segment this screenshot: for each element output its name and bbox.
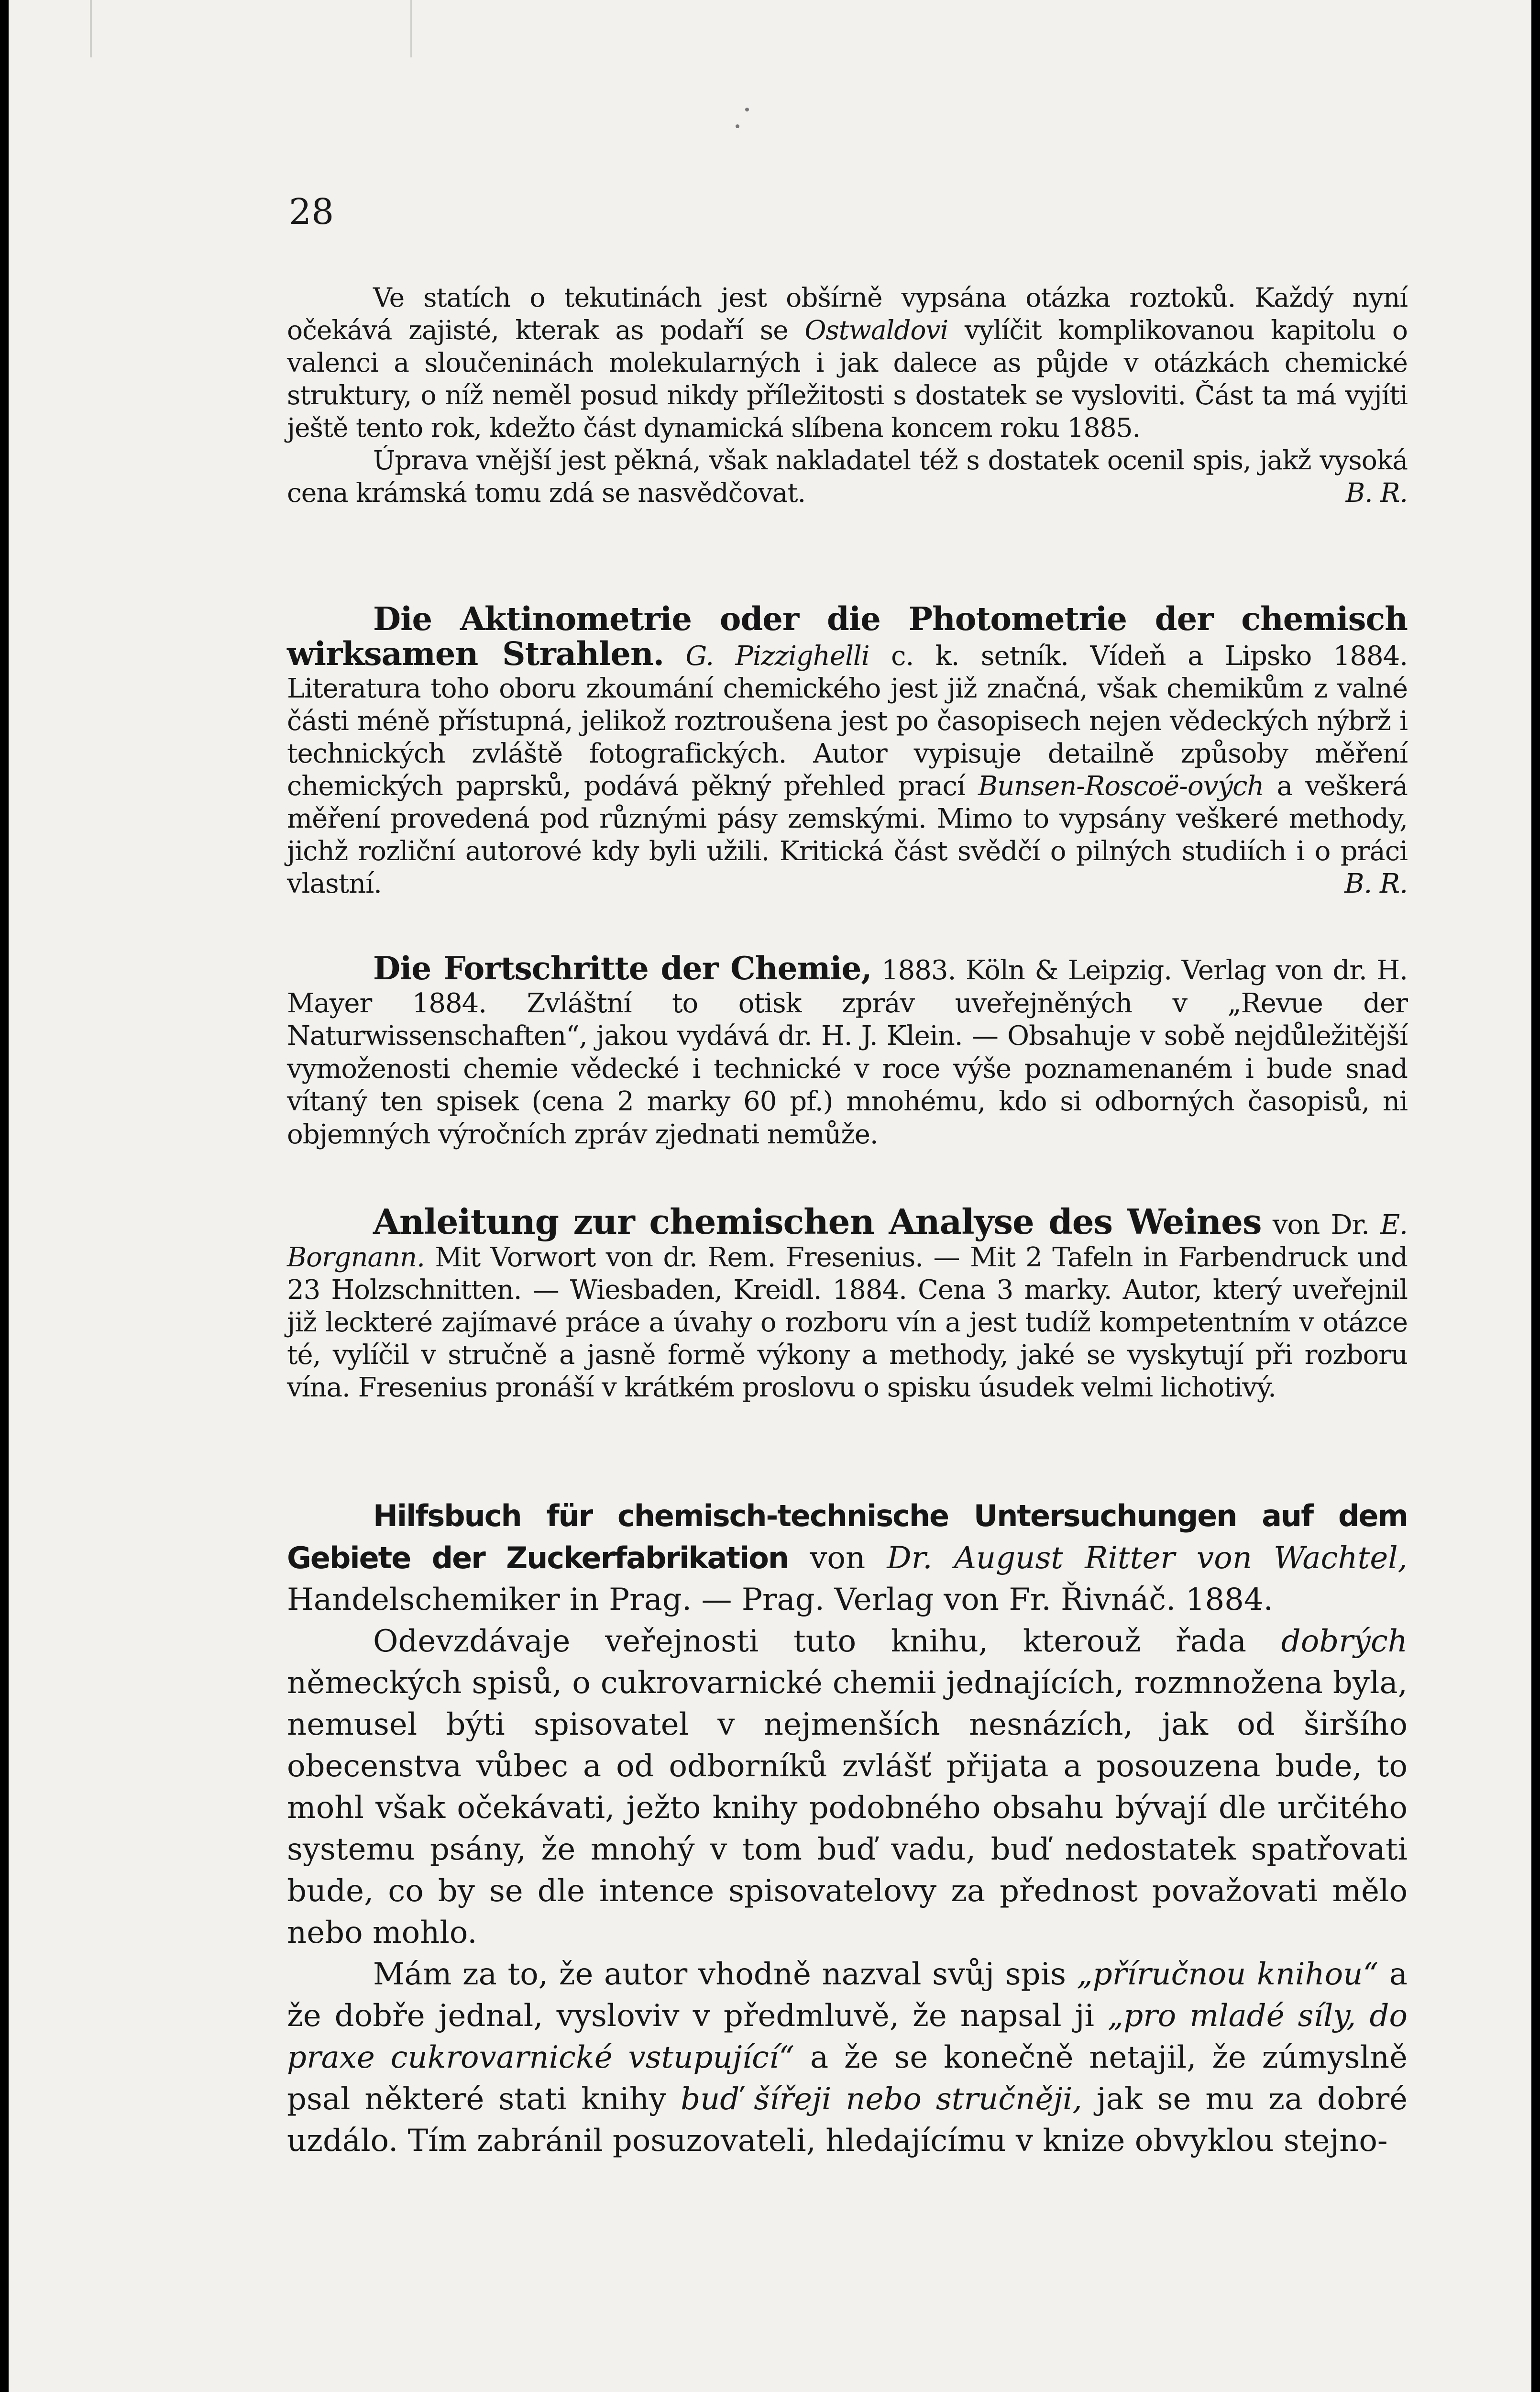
book-title: Anleitung zur chemischen Analyse des Weines — [373, 1201, 1262, 1242]
italic-name: Bunsen-Roscoë-ových — [978, 771, 1264, 802]
scan-artifact — [410, 0, 412, 57]
signature: B. R. — [1344, 868, 1408, 899]
review-aktinometrie — [287, 600, 1408, 900]
paragraph: Úprava vnější jest pěkná, však nakladatel též s dostatek ocenil spis, jakž vysoká cena krámská tomu zdá se nasvědčovat. B. R. — [287, 445, 1408, 508]
italic-quote: „příručnou knihou“ — [1077, 1957, 1379, 1992]
book-author: G. Pizzighelli — [685, 641, 869, 672]
signature: B. R. — [1345, 477, 1408, 508]
italic-quote: „pro mladé síly, do praxe cukrovarnické vstupující“ — [287, 1998, 1408, 2075]
paragraph: Hilfsbuch für chemisch-technische Untersuchungen auf dem Gebiete der Zuckerfabrikation von Dr. August Ritter von Wachtel, Handelschemiker in Prag. — Prag. Verlag von Fr. Řivnáč. 1884. — [287, 1498, 1408, 1617]
book-title: Die Aktinometrie oder die Photometrie der chemisch wirksamen Strahlen. — [287, 600, 1408, 673]
page-number: 28 — [289, 191, 334, 233]
scan-speck — [745, 108, 749, 111]
book-title: Die Fortschritte der Chemie, — [373, 950, 872, 987]
review-weines — [287, 1201, 1408, 1404]
paragraph: Odevzdávaje veřejnosti tuto knihu, kterouž řada dobrých německých spisů, o cukrovarnické chemii jednajících, rozmnožena byla, nemusel býti spisovatel v nejmenších nesnázích, jak od širšího obecenstva vůbec a od odborníků zvlášť přijata a posouzena bude, to mohl však očekávati, ježto knihy podobného obsahu bývají dle určitého systemu psány, že mnohý v tom buď vadu, buď nedostatek spatřovati bude, co by se dle intence spisovatelovy za přednost považovati mělo nebo mohlo. — [287, 1624, 1408, 1950]
italic-word: dobrých — [1281, 1624, 1408, 1659]
paragraph: Mám za to, že autor vhodně nazval svůj spis „příručnou knihou“ a že dobře jednal, vysloviv v předmluvě, že napsal ji „pro mladé síly, do praxe cukrovarnické vstupující“ a že se konečně netajil, že zúmyslně psal některé stati knihy buď šířeji nebo stručněji, jak se mu za dobré uzdálo. Tím zabránil posuzovateli, hledajícímu v knize obvyklou stejno- — [287, 1957, 1408, 2159]
scanned-page — [9, 0, 1531, 2392]
paragraph: Anleitung zur chemischen Analyse des Weines von Dr. E. Borgnann. Mit Vorwort von dr. Rem. Fresenius. — Mit 2 Tafeln in Farbendruck und 23 Holzschnitten. — Wiesbaden, Kreidl. 1884. Cena 3 marky. Autor, který uveřejnil již leckteré zajímavé práce a úvahy o rozboru vín a jest tudíž kompetentním v otázce té, vylíčil v stručně a jasně formě výkony a methody, jaké se vyskytují při rozboru vína. Fresenius pronáší v krátkém proslovu o spisku úsudek velmi lichotivý. — [287, 1201, 1408, 1403]
scan-speck — [736, 124, 739, 128]
review-ostwald — [287, 281, 1408, 509]
italic-quote: buď šířeji nebo stručněji, — [681, 2082, 1082, 2117]
book-author: E. Borgnann. — [287, 1209, 1408, 1273]
review-fortschritte — [287, 952, 1408, 1151]
paragraph: Die Aktinometrie oder die Photometrie der chemisch wirksamen Strahlen. G. Pizzighelli c. k. setník. Vídeň a Lipsko 1884. Literatura toho oboru zkoumání chemického jest již značná, však chemikům z valné části méně přístupná, jelikož roztroušena jest po časopisech nejen vědeckých nýbrž i technických zvláště fotografických. Autor vypisuje detailně způsoby měření chemických paprsků, podává pěkný přehled prací Bunsen-Roscoë-ových a veškerá měření provedená pod různými pásy zemskými. Mimo to vypsány veškeré methody, jichž rozliční autorové kdy byli užili. Kritická část svědčí o pilných studiích i o práci vlastní. B. R. — [287, 600, 1408, 899]
review-zuckerfabrikation — [287, 1495, 1408, 2162]
italic-name: Ostwaldovi — [804, 315, 948, 345]
paragraph: Ve statích o tekutinách jest obšírně vypsána otázka roztoků. Každý nyní očekává zajisté, kterak as podaří se Ostwaldovi vylíčit komplikovanou kapitolu o valenci a sloučeninách molekularných i jak dalece as půjde v otázkách chemické struktury, o níž neměl posud nikdy příležitosti s dostatek se vysloviti. Část ta má vyjíti ještě tento rok, kdežto část dynamická slíbena koncem roku 1885. — [287, 282, 1408, 443]
scan-artifact — [90, 0, 92, 57]
book-author: Dr. August Ritter von Wachtel, — [887, 1540, 1408, 1576]
book-title: Hilfsbuch für chemisch-technische Untersuchungen auf dem Gebiete der Zuckerfabrikation — [287, 1498, 1408, 1575]
paragraph: Die Fortschritte der Chemie, 1883. Köln & Leipzig. Verlag von dr. H. Mayer 1884. Zvláštní to otisk zpráv uveřejněných v „Revue der Naturwissenschaften“, jakou vydává dr. H. J. Klein. — Obsahuje v sobě nejdůležitější vymoženosti chemie vědecké i technické v roce výše poznamenaném i bude snad vítaný ten spisek (cena 2 marky 60 pf.) mnohému, kdo si odborných časopisů, ni objemných výročních zpráv zjednati nemůže. — [287, 950, 1408, 1150]
